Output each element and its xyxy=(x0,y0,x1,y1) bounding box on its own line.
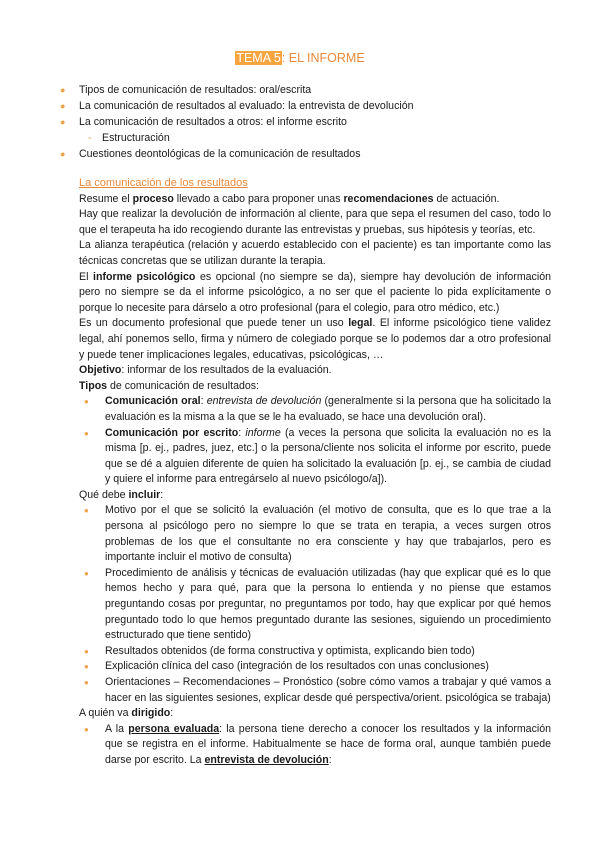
toc-item-label: Cuestiones deontológicas de la comunicación de resultados xyxy=(79,148,361,160)
paragraph: Hay que realizar la devolución de información al cliente, para que sepa el resumen del caso, todo lo que el terapeuta ha ido recogiendo durante las entrevistas y pruebas, sus hipótesis y teorías, etc. xyxy=(79,208,551,236)
list-item: ● A la persona evaluada: la persona tiene derecho a conocer los resultados y la información que se registra en el informe. Habitualmente se hace de forma oral, aunque también puede darse por escrito. La entrevista de devolución: xyxy=(79,722,551,769)
list-item: ● Motivo por el que se solicitó la evaluación (el motivo de consulta, que es lo que trae a la persona al psicólogo pero no siempre lo que se trata en terapia, a veces surgen otros problemas de los que el consultante no era consciente y hay que trabajarlos, pero es importante incluir el motivo de consulta) xyxy=(79,503,551,565)
toc-subitem-label: Estructuración xyxy=(102,132,170,144)
paragraph: El informe psicológico es opcional (no siempre se da), siempre hay devolución de información pero no siempre se da el informe psicológico, a no ser que el paciente lo pida explícitamente o porque lo necesite para dárselo a otro profesional (para el colegio, para otro médico, etc.) xyxy=(79,270,551,314)
list-item: ● Resultados obtenidos (de forma constructiva y optimista, explicando bien todo) xyxy=(79,644,551,660)
bullet-icon: ● xyxy=(60,117,66,127)
bullet-icon: ● xyxy=(60,85,66,95)
paragraph: Qué debe incluir: xyxy=(79,488,164,501)
tipos-list xyxy=(79,394,551,488)
toc-item-label: La comunicación de resultados al evaluado: la entrevista de devolución xyxy=(79,100,414,112)
bullet-icon: ● xyxy=(60,149,66,159)
list-item: ● Orientaciones – Recomendaciones – Pronóstico (sobre cómo vamos a trabajar y qué vamos a hacer en las siguientes sesiones, explicar desde qué perspectiva/orient. psicológica se trabaja) xyxy=(79,675,551,706)
page-title xyxy=(0,51,600,65)
paragraph: La alianza terapéutica (relación y acuerdo establecido con el paciente) es tan importante como las técnicas concretas que se utilizan durante la terapia. xyxy=(79,239,551,267)
paragraph: Tipos de comunicación de resultados: xyxy=(79,379,259,392)
toc-item-label: Tipos de comunicación de resultados: oral/escrita xyxy=(79,84,312,96)
list-item: ● Procedimiento de análisis y técnicas de evaluación utilizadas (hay que explicar qué es lo que hemos hecho y para qué, para que la persona lo entienda y no piense que estamos preguntando cosas por preguntar, no preguntamos por todo, hay que explicar por qué hemos preguntado todo lo que hemos preguntado durante las sesiones, siguiendo un procedimiento estructurado que tiene sentido) xyxy=(79,566,551,644)
paragraph: Resume el proceso llevado a cabo para proponer unas recomendaciones de actuación. xyxy=(79,192,500,205)
title-tema: TEMA 5 xyxy=(236,51,281,65)
document-body xyxy=(79,176,551,769)
list-item: ● Explicación clínica del caso (integración de los resultados con unas conclusiones) xyxy=(79,659,551,675)
dash-icon: - xyxy=(88,132,92,144)
paragraph: Es un documento profesional que puede tener un uso legal. El informe psicológico tiene validez legal, ahí ponemos sello, firma y número de colegiado porque se lo podemos dar a otro profesional y puede tener implicaciones legales, educativas, psicológicas, … xyxy=(79,317,551,361)
toc-item-label: La comunicación de resultados a otros: el informe escrito xyxy=(79,116,347,128)
dirigido-list xyxy=(79,722,551,769)
title-rest: : EL INFORME xyxy=(281,51,365,65)
incluir-list xyxy=(79,503,551,706)
list-item: ● Comunicación oral: entrevista de devolución (generalmente si la persona que ha solicitado la evaluación es la misma a la que se le ha evaluado, se hace una devolución oral). xyxy=(79,394,551,425)
paragraph: A quién va dirigido: xyxy=(79,707,174,720)
section-title: La comunicación de los resultados xyxy=(79,177,248,189)
paragraph: Objetivo: informar de los resultados de la evaluación. xyxy=(79,364,332,377)
bullet-icon: ● xyxy=(60,101,66,111)
list-item: ● Comunicación por escrito: informe (a veces la persona que solicita la evaluación no es la misma [p. ej., padres, juez, etc.] o la persona/cliente nos solicita el informe por escrito, puede que se dé a alguien diferente de quien ha solicitado la evaluación [p. ej., se cambia de ciudad y quiere el informe para entregárselo al nuevo psicólogo/a]). xyxy=(79,426,551,488)
